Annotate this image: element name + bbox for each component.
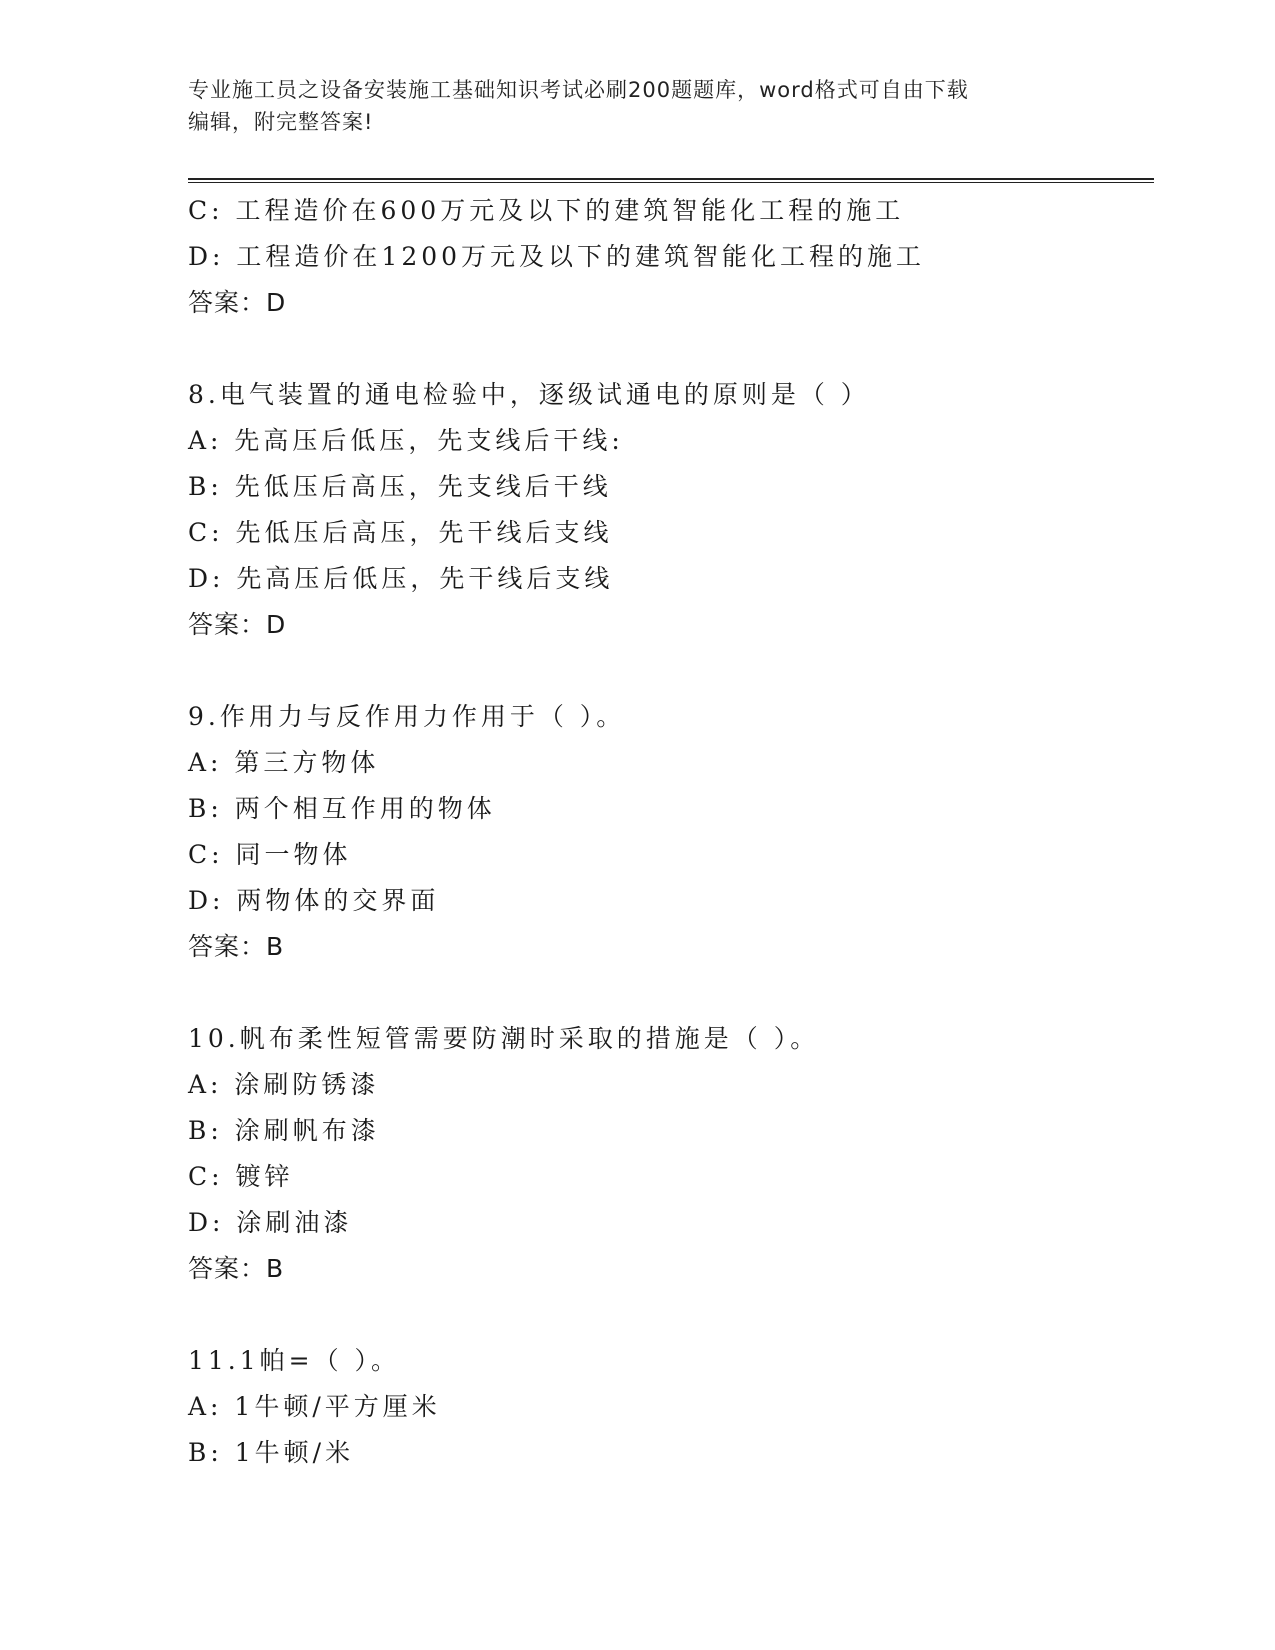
question-8 [188, 372, 1154, 648]
question-11 [188, 1338, 1154, 1476]
question-text: 11.1帕=（ ）。 [188, 1346, 401, 1375]
option-c: C: 先低压后高压，先干线后支线 [188, 518, 613, 547]
option-d: D: 涂刷油漆 [188, 1208, 353, 1237]
option-c: C: 工程造价在600万元及以下的建筑智能化工程的施工 [188, 196, 905, 225]
document-header [188, 74, 1088, 138]
question-text: 8.电气装置的通电检验中，逐级试通电的原则是（ ） [188, 380, 870, 409]
spacer [188, 326, 1154, 372]
header-divider [188, 178, 1154, 183]
question-9 [188, 694, 1154, 970]
answer-line: 答案：B [188, 932, 285, 961]
answer-line: 答案：D [188, 288, 287, 317]
question-text: 9.作用力与反作用力作用于（ ）。 [188, 702, 626, 731]
question-text: 10.帆布柔性短管需要防潮时采取的措施是（ ）。 [188, 1024, 820, 1053]
option-d: D: 先高压后低压，先干线后支线 [188, 564, 614, 593]
spacer [188, 648, 1154, 694]
header-title-line-2: 编辑，附完整答案! [188, 110, 374, 134]
question-list [188, 188, 1154, 1476]
option-b: B: 两个相互作用的物体 [188, 794, 496, 823]
answer-line: 答案：D [188, 610, 287, 639]
answer-line: 答案：B [188, 1254, 285, 1283]
question-10 [188, 1016, 1154, 1292]
question-7-tail [188, 188, 1154, 326]
option-d: D: 两物体的交界面 [188, 886, 440, 915]
option-b: B: 1牛顿/米 [188, 1438, 355, 1467]
option-a: A: 涂刷防锈漆 [188, 1070, 380, 1099]
option-c: C: 同一物体 [188, 840, 352, 869]
header-title-line-1: 专业施工员之设备安装施工基础知识考试必刷200题题库，word格式可自由下载 [188, 78, 969, 102]
option-b: B: 先低压后高压，先支线后干线 [188, 472, 612, 501]
option-a: A: 第三方物体 [188, 748, 380, 777]
option-c: C: 镀锌 [188, 1162, 294, 1191]
option-b: B: 涂刷帆布漆 [188, 1116, 380, 1145]
spacer [188, 1292, 1154, 1338]
option-d: D: 工程造价在1200万元及以下的建筑智能化工程的施工 [188, 242, 926, 271]
spacer [188, 970, 1154, 1016]
option-a: A: 先高压后低压，先支线后干线: [188, 426, 624, 455]
option-a: A: 1牛顿/平方厘米 [188, 1392, 441, 1421]
